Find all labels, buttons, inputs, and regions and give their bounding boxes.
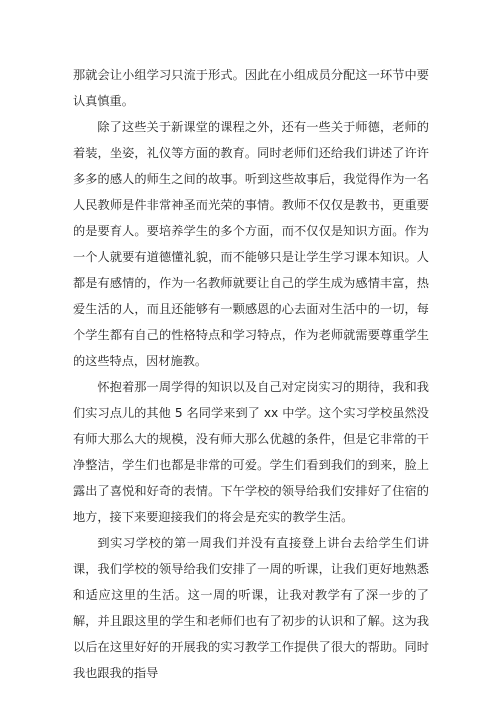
- paragraph-3: 怀抱着那一周学得的知识以及自己对定岗实习的期待，我和我们实习点儿的其他 5 名同学来到了 xx 中学。这个实习学校虽然没有师大那么大的规模，没有师大那么优越的条件，但是它非常的干净整洁，学生们也都是非常的可爱。学生们看到我们的到来，脸上露出了喜悦和好奇的表情。下午学校的领导给我们安排好了住宿的地方，接下来要迎接我们的将会是充实的教学生活。: [73, 380, 429, 524]
- paragraph-4: 到实习学校的第一周我们并没有直接登上讲台去给学生们讲课，我们学校的领导给我们安排了一周的听课，让我们更好地熟悉和适应这里的生活。这一周的听课，让我对教学有了深一步的了解，并且跟这里的学生和老师们也有了初步的认识和了解。这为我以后在这里好好的开展我的实习教学工作提供了很大的帮助。同时我也跟我的指导: [73, 536, 429, 680]
- paragraph-1: 那就会让小组学习只流于形式。因此在小组成员分配这一环节中要认真慎重。: [73, 68, 429, 108]
- paragraph-2: 除了这些关于新课堂的课程之外，还有一些关于师德，老师的着装，坐姿，礼仪等方面的教育。同时老师们还给我们讲述了许许多多的感人的师生之间的故事。听到这些故事后，我觉得作为一名人民教师是件非常神圣而光荣的事情。教师不仅仅是教书，更重要的是要育人。要培养学生的多个方面，而不仅仅是知识方面。作为一个人就要有道德懂礼貌，而不能够只是让学生学习课本知识。人都是有感情的，作为一名教师就要让自己的学生成为感情丰富，热爱生活的人，而且还能够有一颗感恩的心去面对生活中的一切，每个学生都有自己的性格特点和学习特点，作为老师就需要尊重学生的这些特点，因材施教。: [73, 120, 429, 368]
- article-body: [73, 62, 429, 686]
